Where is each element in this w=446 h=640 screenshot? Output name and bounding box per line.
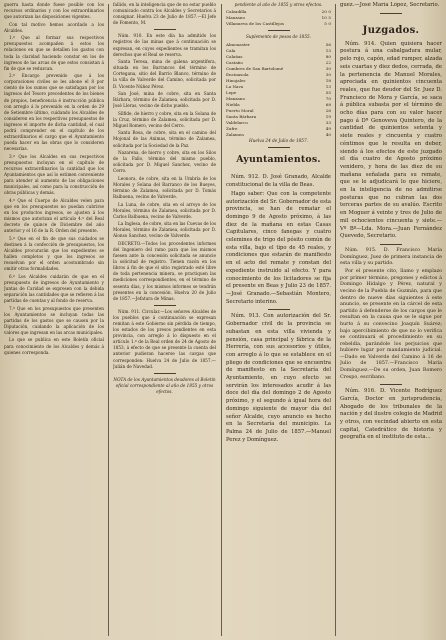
- town-name: La Nava: [226, 83, 244, 89]
- town-name: Manzano: [226, 95, 245, 101]
- paragraph: 6.º Los Alcaldes cuidarán de que en el presupuesto de ingresos de Ayuntamiento y Juntas de Caridad se expresen con la debida separación las cantidades que se refieren á las partidas de cuentas y al fondo de reserva.: [4, 273, 104, 304]
- paragraph: fallido, en la inteligencia que de no estar pueblo comunicado contra los Alcaldes y Secretarios á consignar. Huelva 23 de Julio de 1857.—El Jefe de Fomento, M.: [113, 2, 216, 26]
- town-name: Calzadilla: [226, 9, 247, 15]
- column-rule: [221, 4, 222, 636]
- town-name: Niebla: [226, 101, 240, 107]
- debt-table-top: [226, 9, 331, 27]
- amount: 30: [325, 71, 331, 77]
- amount: 55: [325, 89, 331, 95]
- amount: 70: [325, 95, 331, 101]
- divider: [268, 309, 290, 310]
- top-fragment: pendiente al año de 1855 y otros efectos.: [234, 2, 323, 7]
- paragraph: Núm. 910. En este día ha admitido los registros de las minas que á continuación se expresan, en cuyos expedientes se tramitan los derechos que el Real se reserva.: [113, 33, 216, 57]
- paragraph: Sílfide, de hierro y cobre, sita en la Solana de la Cruz, término de Zalamea, solicitada por D. Miguel Romero, vecino del Cerro.: [113, 110, 216, 128]
- amount: 13: [325, 47, 331, 53]
- paragraph: Núm. 912. D. José Granado, Alcalde constitucional de la villa de Beas.: [226, 174, 331, 188]
- paragraph: 3.º Que los Alcaldes en sus respectivos presupuestos incluyan en el capítulo de recursos extraordinarios la cantidad que los Ayuntamientos que así lo estimen conveniente para atender al aumento de las obligaciones municipales, así como para la construcción de obras públicas y demás.: [4, 153, 104, 196]
- column-2: [113, 2, 216, 638]
- paragraph: Núm. 913. Con autorización del Sr. Gobernador civil de la provincia se subastan en esta villa vivienda y pensión, casa principal y fábrica de la Herrería, con sus accesorios y útiles, con arreglo á lo que se establece en el pliego de condiciones que se encuentra de manifiesto en la Secretaría del Ayuntamiento, en cuyo efecto se servirán los interesados acudir á las doce del día del domingo 2 de Agosto próximo, y el segundo á igual hora del domingo siguiente de mayor día del señor Alcalde, cuyo anuncio es hecho en la Secretaría del municipio. La Palma 24 de Julio de 1857.—Manuel Perez y Domínguez.: [226, 313, 331, 443]
- town-name: Cumbres de San Bartolomé: [226, 65, 284, 71]
- column-rule: [335, 4, 336, 636]
- amount: 30: [325, 65, 331, 71]
- top-fragment: guez.—José María López, Secretario.: [340, 2, 440, 8]
- amount: 10: [321, 15, 327, 21]
- amount: 56: [325, 41, 331, 47]
- closing-text: Lo que se publica en este Boletín oficial para conocimiento de los Alcaldes y demás á quienes corresponda.: [4, 337, 104, 355]
- amount: 33: [325, 119, 331, 125]
- paragraph: La Luna, de cobre, sita en el arroyo de los Morales, término de Zalamea, solicitada por D. Carlos Balbuena, vecino de Valverde.: [113, 201, 216, 219]
- town-name: Encinasola: [226, 71, 249, 77]
- town-name: Zalamea: [226, 131, 244, 137]
- paragraph: 4.º Que el Cuerpo de Alcaldes velen para que en los presupuestos no puedan cubrirse en los productos ingresos, se ajusten á los mismos que autorizan el artículo 4.º del Real decreto de quince de Diciembre del año anterior y el 16 de la R. Orden del presente.: [4, 197, 104, 234]
- divider: [380, 13, 402, 14]
- amount: 26: [325, 107, 331, 113]
- amount: 5: [324, 21, 327, 27]
- town-name: Puerto Moral: [226, 107, 254, 113]
- paragraph: Hago saber: Que con la competente autorización del Sr. Gobernador de esta provincia, se han de rematar el domingo 9 de Agosto próximo, á las diez de la mañana en estas Casas Capitulares, cinco fanegas y cuatro celemines de trigo del pósito común de esta villa, bajo el tipo de 45 reales, y condiciones que estarán de manifiesto en el acto del remate y constan del expediente instruido al efecto. Y para conocimiento de los licitadores se fija el presente en Beas y Julio 23 de 1857.—José Granado.—Sebastián Montero, Secretario interino.: [226, 190, 331, 305]
- paragraph: San José, mina de cobre, sita en Santa Bárbara, término de Zalamea, solicitada por D. José Lleras, vecino de dicho pueblo.: [113, 91, 216, 109]
- amount: 0: [328, 9, 331, 15]
- amount: 19: [325, 113, 331, 119]
- amount: 80: [325, 53, 331, 59]
- intro-text: Con tal motivo hemos acordado a los Alcaldes.: [4, 21, 104, 33]
- paragraph: 1.º Que al formar sus respectivos presupuestos acompañen á estos los relaciones en que se detallen los gastos con toda la claridad haciendo constar en los de ingresos de las arcas de que estos consistan á fin de que se reduzcan.: [4, 35, 104, 71]
- paragraph: Santa Teresa, mina de galena argentífera, situada en los Barrancos del término de Cortegana, sitio del Barrio Blanco, término de la villa de Valverde del Camino, solicitada por D. Vicente Núñez Pérez.: [113, 59, 216, 89]
- column-rule: [108, 4, 109, 636]
- divider: [268, 30, 290, 31]
- debt-table: [226, 42, 331, 138]
- paragraph: Núm. 911. Circular.—Los señores Alcaldes de los pueblos que á continuación se expresan remitan á este Gobierno sin pérdida de tiempo, los estados de los presos pendientes en esta provincia, con arreglo á lo dispuesto en el artículo 1.º de la Real orden de 24 de Agosto de 1853, á efecto de que se presente la cuenta del anterior pudieran hacerse las cargas que corresponden: Huelva 24 de Julio de 1857.—Julián de Navedad.: [113, 308, 216, 369]
- paragraph: La Inglesa, de cobre, sita en las Cuevas de los Morales, término de Zalamea, solicitada por D. Alonso Sanchez, vecino de Valverde.: [113, 221, 216, 239]
- nota-heading: NOTA de los Ayuntamientos deudores al Boletín oficial correspondiente al año de 1855 y otros efectos.: [113, 376, 216, 394]
- divider: [154, 29, 176, 30]
- divider: [154, 373, 176, 374]
- amount: 49: [325, 125, 331, 131]
- amount: 5: [328, 15, 331, 21]
- column-3: [226, 2, 331, 638]
- paragraph: 2.º Encargo prevenido que á los corporaciones civiles se les abone el 8 por ciento de los sumos que se satisfagan por los ingresos del Tesoro precedentes de los bienes de propios, beneficencia é instrucción pública con arreglo á lo prevenido en la orden de 29 de Setiembre último, cuidando los Alcaldes de consideren en los respectivos presupuestos de ingresos el importe de dicha cantidad, el cual podrá comprender en el capítulo de los extraordinarios el cargo que el Ayuntamiento pueda hacer en las obras que lo consideren necesarias.: [4, 73, 104, 152]
- amount: 20: [321, 9, 327, 15]
- town-name: Valdelarco: [226, 119, 248, 125]
- town-name: Manzano: [226, 15, 245, 21]
- column-1: [4, 2, 104, 638]
- paragraph: 7.º Que en los presupuestos que presenten los Ayuntamientos se incluyan todas las partidas de los gastos que se causen por la Diputación, cuidando la aplicación de los valores que ingresan en las arcas municipales.: [4, 305, 104, 335]
- town-name: Villanueva de los Castillejos: [226, 21, 285, 27]
- town-name: Zufre: [226, 125, 238, 131]
- divider: [268, 147, 290, 148]
- town-name: Hinojales: [226, 77, 246, 83]
- divider: [154, 305, 176, 306]
- divider: [380, 244, 402, 245]
- town-name: Santa Bárbara: [226, 113, 257, 119]
- divider: [380, 384, 402, 385]
- paragraph: Núm. 915. D. Francisco María Domínguez, Juez de primera instancia de esta villa y su partido.: [340, 247, 442, 267]
- amount: 0: [328, 21, 331, 27]
- amount: 13: [325, 83, 331, 89]
- paragraph: Núm. 914. Quien quisiera hacer postura á una cabalgadura mular, pelo rojo, capón, edad rumper, alzada seis cuartas y diez dedos, cerrada, de la pertenencia de Manuel Morales, apreciada en quinientos cincuenta reales, que fue deudor del Sr. Juez D. Francisco de Mora y García, se saca á pública subasta por el término de ocho días para con su valor hacer pago á Dª Genoveva Quintero, de la cantidad de quinientos setenta y siete reales y cincuenta y cuatro céntimos que le resulta en deber, siendo á los efectos de este juzgado el día cuatro de Agosto próximo venidero, y hora de las diez de su mañana señalada para su remate, que se le adjudicará lo que hiciere, en la inteligencia de no admitirse posturas que no cubran las dos terceras partes de su avalúo. Escrito en Moguer á veinte y tres de Julio de mil ochocientos cincuenta y siete.—Vº Bº—Lda. Mora.—Juan Fernández Quevedo, Secretario.: [340, 40, 442, 240]
- paragraph: Santa Rosa, de cobre, sita en el camino del Mojonal de las Animas, término de Zalamea, solicitada por la Sociedad de la Paz.: [113, 130, 216, 148]
- paragraph: Leonora, de cobre, sita en la Umbría de los Morales y Solana del Barranco de los Bueyes, término de Zalamea, solicitada por D. Tomás Balbuena, vecino de Valverde.: [113, 175, 216, 200]
- paragraph: Núm. 916. D. Vicente Rodríguez García, Doctor en jurisprudencia, Abogado de los tribunales de la nación y del ilustre colegio de Madrid y otros, con vecindad abierto en esta capital, Catedrático de historia y geografía en el instituto de esta...: [340, 388, 442, 441]
- town-name: Castaño: [226, 59, 243, 65]
- town-name: Calañas: [226, 53, 243, 59]
- paragraph: Por el presente cito, llamo y emplazo por primer término, pregones y edictos á Domingo Hidalgo y Pérez, natural y vecino de la Puebla de Guzmán, para que dentro de nueve días siguientes á este anuncio, se presente en la cárcel de esta partido á defenderse de los cargos que le resultan en la causa que se le sigue por hurto á su convecino Joaquín Suárez; bajo apercibimiento de que no lo verifica se continuará el procedimiento en su rebeldía, parándole los perjuicios que hubiere lugar por mandamiento judicial.—Dado en Valverde del Camino á 16 de Julio de 1857.—Francisco María Domínguez.—De su orden, Juan Romero Crespo, escribano.: [340, 269, 442, 380]
- paragraph: Nazarena, de hierro y cobre, sita en los Silos de la Fallo, término del mismo pueblo, solicitada por D. Miguel Sanchez, vecino de Cerro.: [113, 150, 216, 174]
- column-4: [340, 2, 442, 638]
- town-name: Lepe: [226, 89, 237, 95]
- section-title-ayuntamientos: Ayuntamientos.: [236, 154, 321, 166]
- town-name: Almonaster: [226, 41, 250, 47]
- amount: 18: [325, 77, 331, 83]
- top-fragment: guerra hasta donde fuese posible con los recursos ordinarios y con los extraordinarios que autorizan las disposiciones vigentes.: [4, 2, 104, 20]
- town-name: Cala: [226, 47, 236, 53]
- amount: 68: [325, 101, 331, 107]
- table-note: Huelva 24 de Julio de 1857.: [249, 137, 308, 143]
- amount: 22: [325, 59, 331, 65]
- amount: 40: [325, 131, 331, 137]
- subtitle: Suplemento de pesos de 1855.: [245, 34, 312, 40]
- paragraph: 5.º Que en el fin de que sus cuidados se destinen á la confección de presupuestos, los Alcaldes procurarán que los expedientes se hallen completos y que los ingresos se resuelvan por el orden acostumbrado sin omitir otras formalidades.: [4, 235, 104, 272]
- section-title-juzgados: Juzgados.: [362, 24, 420, 36]
- paragraph: DECRETO.—Todos los procedentes informes del Ingeniero del ramo para que los mismos fuesen ante la concesión solicitada se anuncie la solicitud de registro. Tienen razón en los libros á fin de que el sitio registrado esté libre de toda pertenencia minera, se practiquen las mediciones correspondientes, en el término de sesenta días, y los mismos informes se tendrán presentes en la concesión. Huelva 20 de Julio de 1857.—Jefatura de Minas.: [113, 240, 216, 301]
- table-row: [226, 21, 331, 27]
